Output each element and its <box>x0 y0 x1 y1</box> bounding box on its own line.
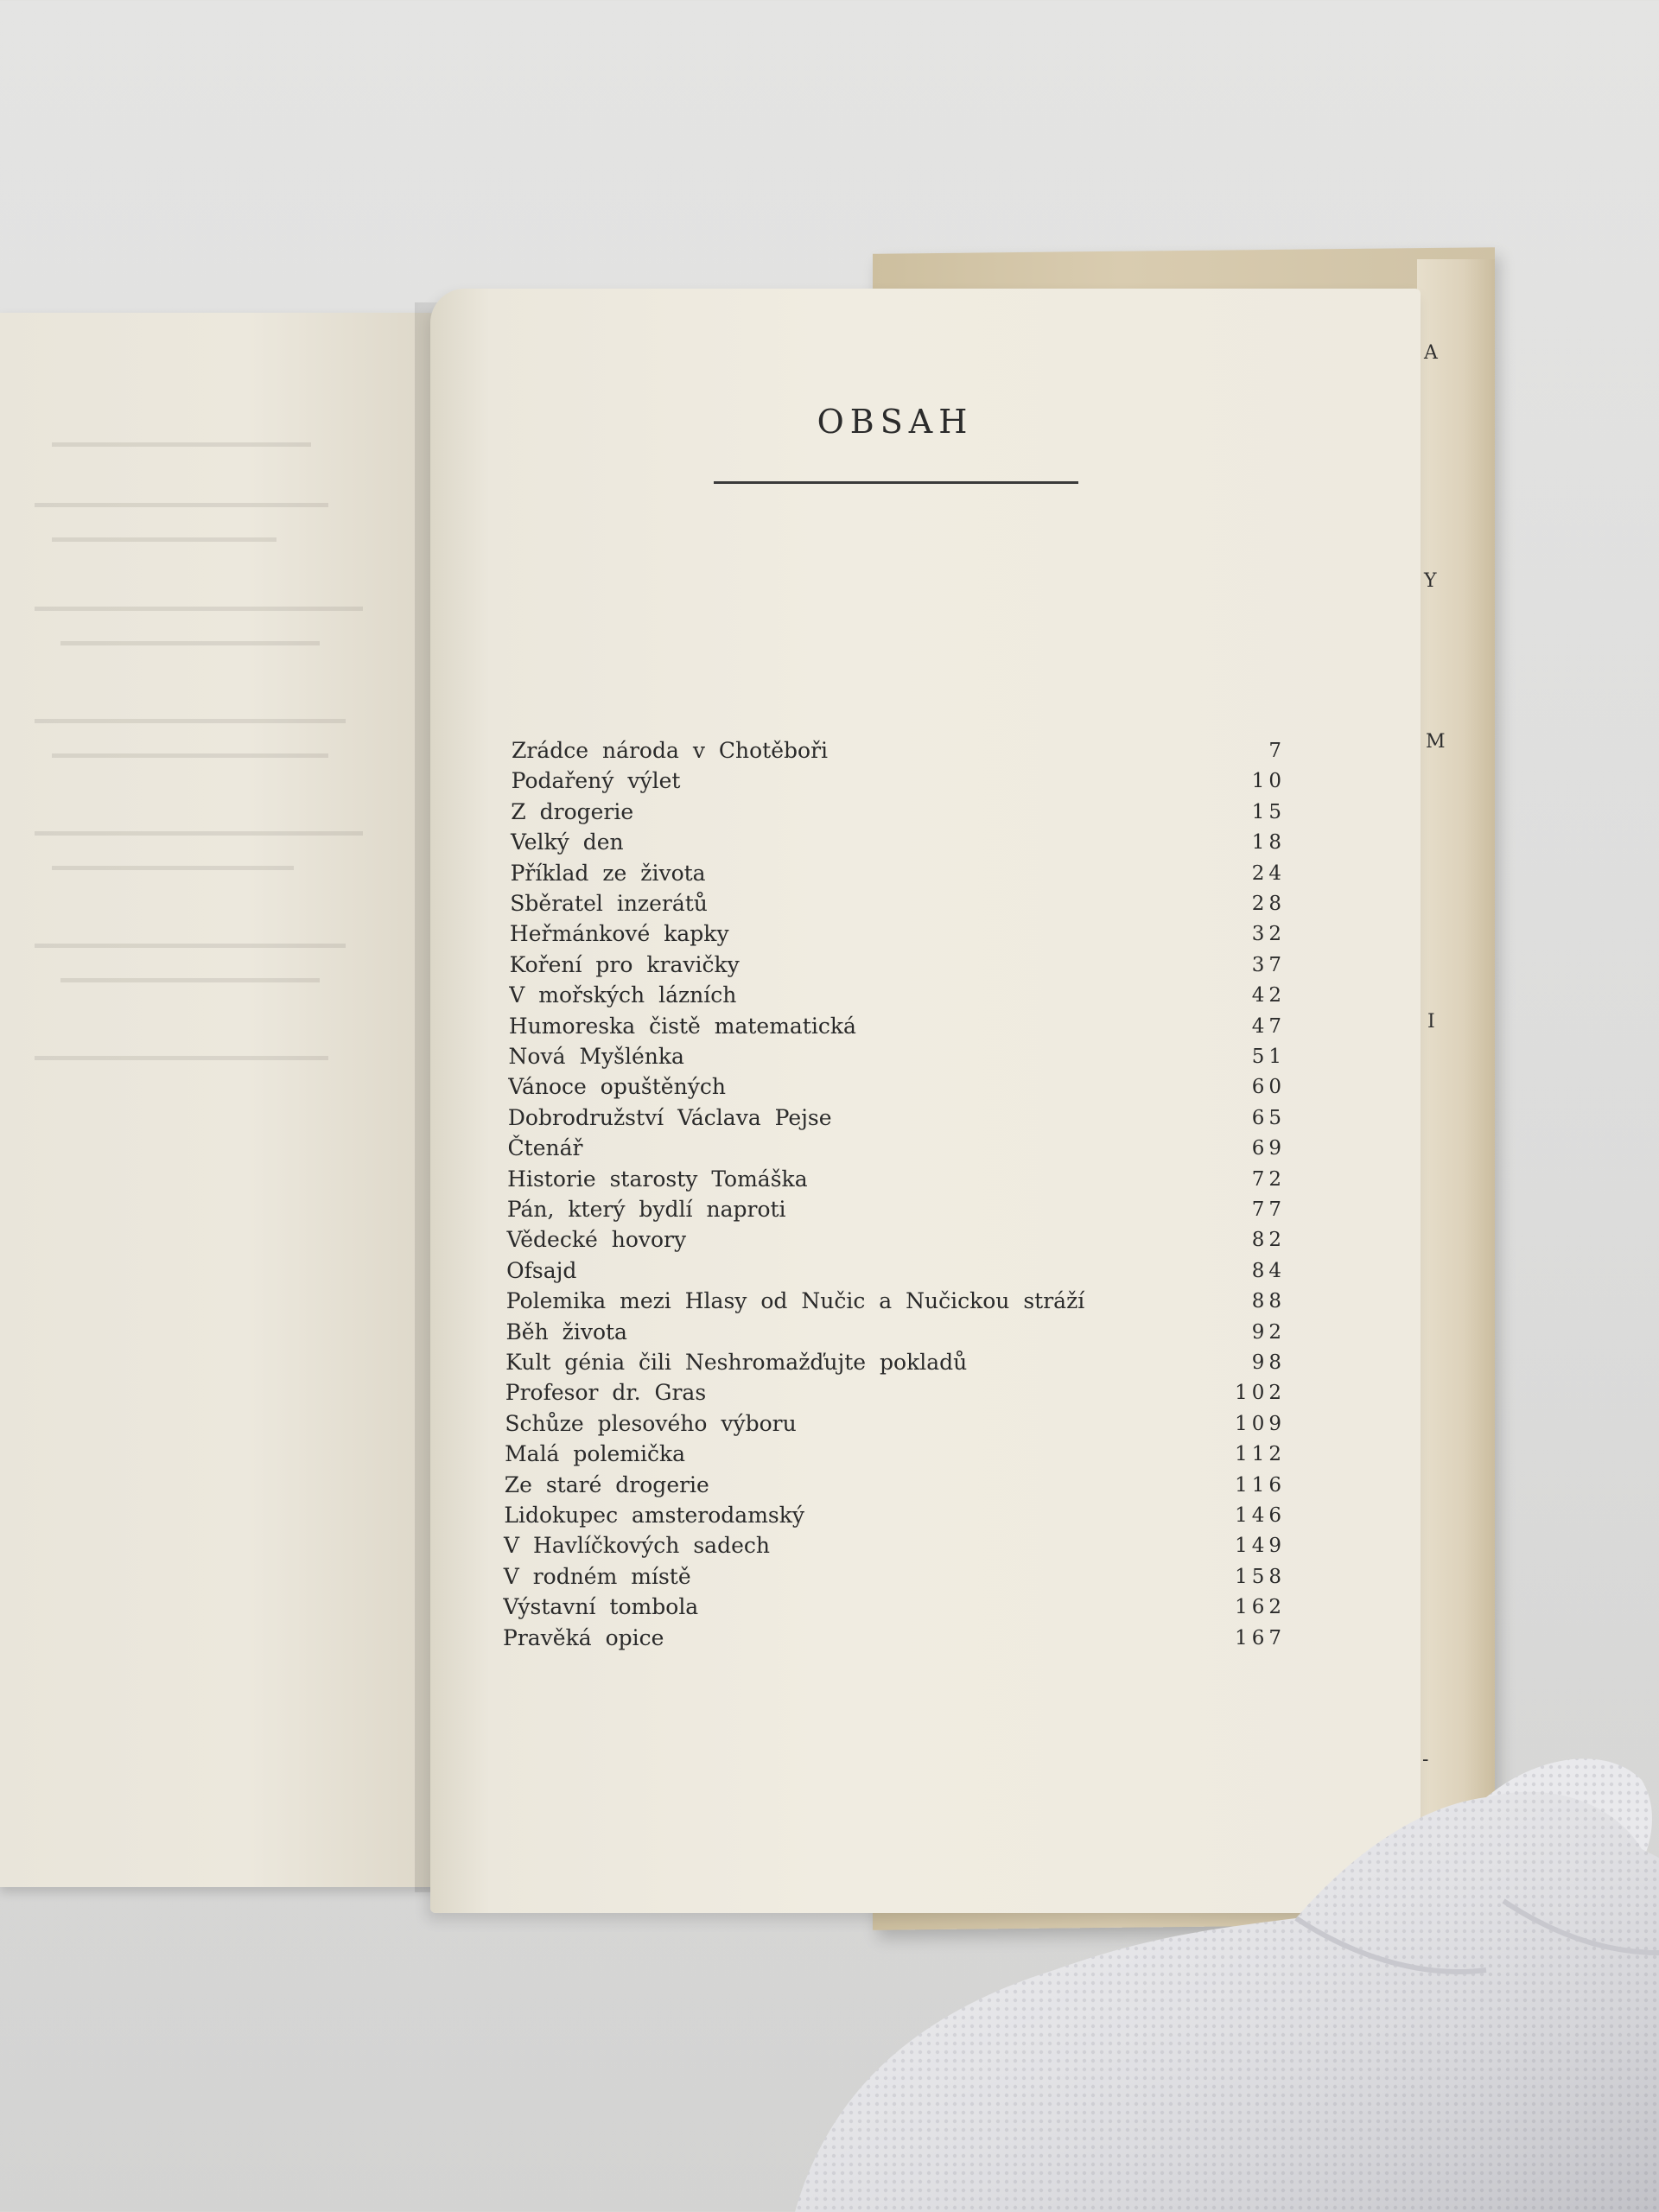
toc-entry-page-number: 77 <box>1251 1198 1286 1221</box>
toc-entry-page-number: 65 <box>1251 1106 1286 1129</box>
toc-entry-title: V mořských lázních <box>509 982 737 1008</box>
toc-entry-page-number: 116 <box>1235 1473 1286 1497</box>
toc-entry-page-number: 51 <box>1251 1046 1286 1068</box>
toc-entry-title: Koření pro kravičky <box>509 951 740 977</box>
toc-entry-page-number: 37 <box>1251 953 1286 976</box>
toc-entry-page-number: 84 <box>1251 1259 1286 1282</box>
toc-entry-page-number: 42 <box>1251 984 1286 1007</box>
spine-letter: Y <box>1424 570 1442 592</box>
toc-entry-title: Kult génia čili Neshromažďujte pokladů <box>505 1350 968 1375</box>
toc-entry-title: Podařený výlet <box>511 768 681 794</box>
toc-entry-title: Nová Myšlénka <box>508 1044 684 1069</box>
toc-entry-page-number: 88 <box>1251 1290 1286 1313</box>
toc-entry-title: Výstavní tombola <box>503 1594 699 1620</box>
toc-entry-title: Ofsajd <box>506 1257 577 1283</box>
toc-entry-page-number: 10 <box>1251 770 1286 793</box>
toc-entry-title: Malá polemička <box>505 1441 686 1467</box>
toc-entry-title: Historie starosty Tomáška <box>507 1166 808 1192</box>
toc-entry-page-number: 69 <box>1251 1137 1286 1160</box>
toc-entry-title: Běh života <box>505 1319 627 1344</box>
toc-entry-page-number: 47 <box>1251 1014 1286 1038</box>
toc-entry-title: Ze staré drogerie <box>504 1471 709 1497</box>
toc-entry-title: Heřmánkové kapky <box>509 921 729 947</box>
toc-entry-title: Velký den <box>510 830 624 855</box>
toc-entry-title: Vánoce opuštěných <box>508 1074 726 1100</box>
toc-entry-title: Čtenář <box>507 1135 583 1161</box>
toc-entry-page-number: 60 <box>1251 1076 1286 1099</box>
toc-entry-page-number: 28 <box>1251 893 1286 915</box>
toc-entry-page-number: 112 <box>1235 1443 1286 1466</box>
toc-entry-title: Dobrodružství Václava Pejse <box>507 1104 832 1130</box>
toc-entry-page-number: 102 <box>1235 1382 1286 1405</box>
toc-entry-page-number: 7 <box>1268 740 1286 762</box>
toc-entry-page-number: 109 <box>1235 1412 1286 1435</box>
toc-entry-page-number: 82 <box>1251 1229 1286 1252</box>
toc-entry-page-number: 162 <box>1235 1596 1286 1619</box>
toc-entry-page-number: 18 <box>1251 831 1286 855</box>
toc-entry-title: V rodném místě <box>503 1563 691 1589</box>
toc-entry-page-number: 149 <box>1235 1535 1286 1558</box>
toc-entry-title: Z drogerie <box>511 798 634 824</box>
toc-entry-title: Sběratel inzerátů <box>510 891 708 916</box>
toc-entry-page-number: 146 <box>1235 1504 1286 1527</box>
toc-entry-page-number: 167 <box>1235 1626 1286 1649</box>
toc-entry-title: Pán, který bydlí naproti <box>506 1197 786 1222</box>
toc-entry-title: Humoreska čistě matematická <box>508 1013 856 1039</box>
toc-entry-title: V Havlíčkových sadech <box>504 1533 770 1559</box>
toc-title: OBSAH <box>817 403 974 441</box>
toc-entry-title: Schůze plesového výboru <box>505 1410 797 1436</box>
toc-entry-title: Profesor dr. Gras <box>505 1380 707 1406</box>
toc-entry-page-number: 72 <box>1251 1167 1286 1191</box>
toc-entry-page-number: 15 <box>1251 800 1286 823</box>
spine-letter: A <box>1424 342 1443 364</box>
toc-entry-title: Pravěká opice <box>503 1624 664 1650</box>
spine-letter: I <box>1427 1011 1440 1033</box>
toc-entry-page-number: 98 <box>1251 1351 1286 1374</box>
toc-entry-title: Příklad ze života <box>510 860 706 886</box>
toc-entry-title: Zrádce národa v Chotěboři <box>512 738 829 763</box>
toc-entry-title: Polemika mezi Hlasy od Nučic a Nučickou stráží <box>505 1288 1085 1314</box>
toc-entry-page-number: 158 <box>1235 1565 1286 1588</box>
toc-entry-page-number: 24 <box>1251 861 1286 885</box>
spine-letter: M <box>1426 731 1451 753</box>
toc-entry-title: Vědecké hovory <box>506 1227 687 1253</box>
spine-letter: - <box>1422 1749 1434 1770</box>
toc-entry-title: Lidokupec amsterodamský <box>504 1503 805 1528</box>
toc-entry-page-number: 32 <box>1251 923 1286 946</box>
toc-entry-page-number: 92 <box>1251 1320 1286 1344</box>
